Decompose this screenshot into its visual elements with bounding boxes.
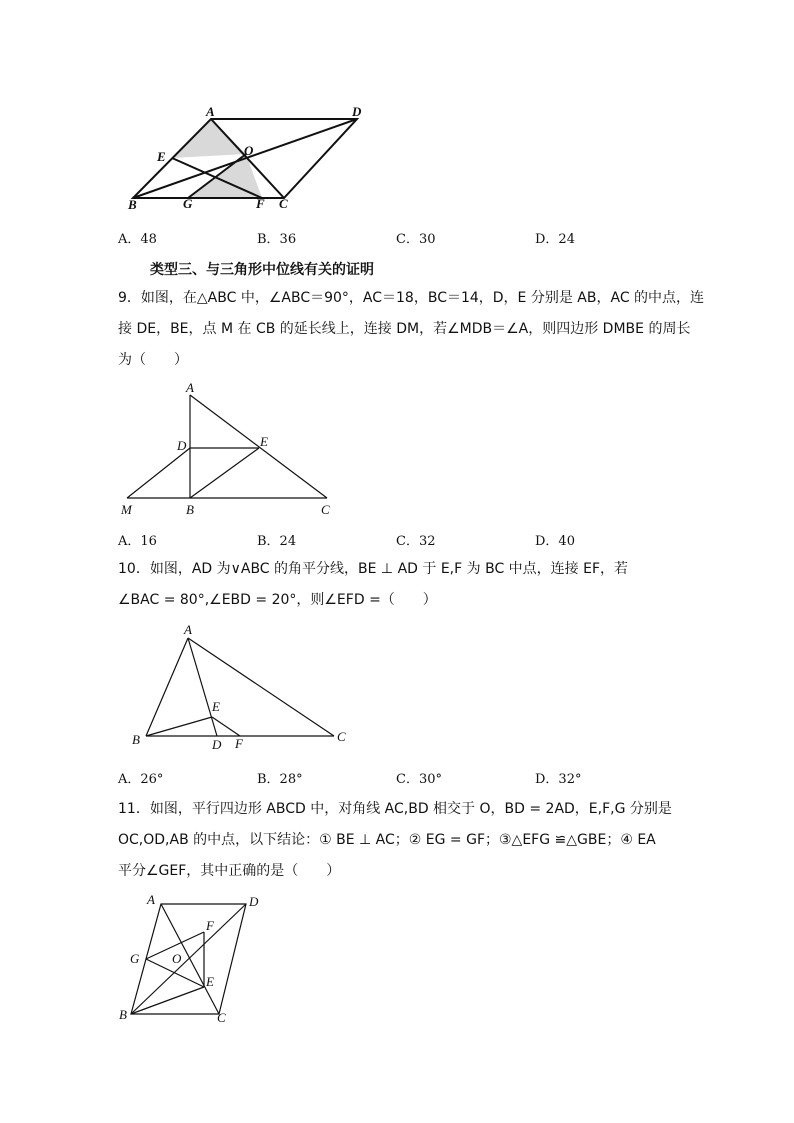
label-A: A xyxy=(186,380,194,395)
figure-angle-bisector-triangle xyxy=(125,620,360,755)
q10-option-d: D．32° xyxy=(535,772,582,787)
q8-options xyxy=(118,228,678,247)
label-A: A xyxy=(184,622,192,637)
label-F: F xyxy=(256,196,265,211)
q9-options xyxy=(118,530,678,549)
q10-options xyxy=(118,768,678,787)
q9-line-3: 为（ ） xyxy=(118,352,188,368)
section-title: 类型三、与三角形中位线有关的证明 xyxy=(150,262,374,278)
q8-option-d: D．24 xyxy=(535,232,575,247)
label-B: B xyxy=(132,732,140,747)
label-F: F xyxy=(206,918,214,933)
label-B: B xyxy=(128,197,137,212)
label-O: O xyxy=(172,951,182,966)
label-D: D xyxy=(352,104,362,119)
q9-option-b: B．24 xyxy=(257,534,297,549)
label-C: C xyxy=(279,196,288,211)
q11-text xyxy=(118,794,678,887)
label-A: A xyxy=(147,892,155,907)
label-E: E xyxy=(260,434,268,449)
label-G: G xyxy=(130,951,140,966)
label-D: D xyxy=(177,438,187,453)
q11-line-1: 11．如图，平行四边形 ABCD 中，对角线 AC,BD 相交于 O，BD = 2AD，E,F,G 分别是 xyxy=(118,801,672,817)
label-C: C xyxy=(337,729,346,744)
label-E: E xyxy=(206,974,214,989)
q10-line-2: ∠BAC = 80°,∠EBD = 20°，则∠EFD =（ ） xyxy=(118,592,437,608)
shaded-region-bottom xyxy=(188,154,262,198)
q9-option-c: C．32 xyxy=(396,534,436,549)
q9-text xyxy=(118,283,705,376)
label-M: M xyxy=(121,502,132,517)
label-B: B xyxy=(186,502,194,517)
q8-option-a: A．48 xyxy=(118,232,157,247)
label-O: O xyxy=(244,143,254,158)
q8-option-b: B．36 xyxy=(257,232,297,247)
q10-option-b: B．28° xyxy=(257,772,303,787)
q9-option-d: D．40 xyxy=(535,534,575,549)
q10-option-a: A．26° xyxy=(118,772,164,787)
figure-parallelogram-shaded xyxy=(120,100,380,215)
label-A: A xyxy=(206,104,215,119)
label-E: E xyxy=(157,149,166,164)
q10-text xyxy=(118,554,678,616)
figure-right-triangle xyxy=(115,380,345,520)
q11-line-3: 平分∠GEF，其中正确的是（ ） xyxy=(118,863,341,879)
q10-line-1: 10．如图，AD 为∨ABC 的角平分线，BE ⊥ AD 于 E,F 为 BC 中点，连接 EF，若 xyxy=(118,561,629,577)
q9-option-a: A．16 xyxy=(118,534,157,549)
q10-option-c: C．30° xyxy=(396,772,442,787)
label-C: C xyxy=(321,502,330,517)
label-E: E xyxy=(212,699,220,714)
q9-line-1: 9．如图，在△ABC 中，∠ABC＝90°，AC＝18，BC＝14，D，E 分别是 AB，AC 的中点，连 xyxy=(118,290,705,306)
q11-line-2: OC,OD,AB 的中点，以下结论：① BE ⊥ AC；② EG = GF；③△EFG ≌△GBE；④ EA xyxy=(118,832,656,848)
q9-line-2: 接 DE，BE，点 M 在 CB 的延长线上，连接 DM，若∠MDB＝∠A，则四边形 DMBE 的周长 xyxy=(118,321,691,337)
label-D: D xyxy=(249,894,259,909)
label-F: F xyxy=(235,736,243,751)
figure-parallelogram-midpoints xyxy=(115,890,275,1025)
label-B: B xyxy=(119,1007,127,1022)
shaded-region-top xyxy=(172,119,246,158)
q8-option-c: C．30 xyxy=(396,232,436,247)
label-D: D xyxy=(212,737,222,752)
label-C: C xyxy=(217,1010,226,1025)
label-G: G xyxy=(183,196,193,211)
